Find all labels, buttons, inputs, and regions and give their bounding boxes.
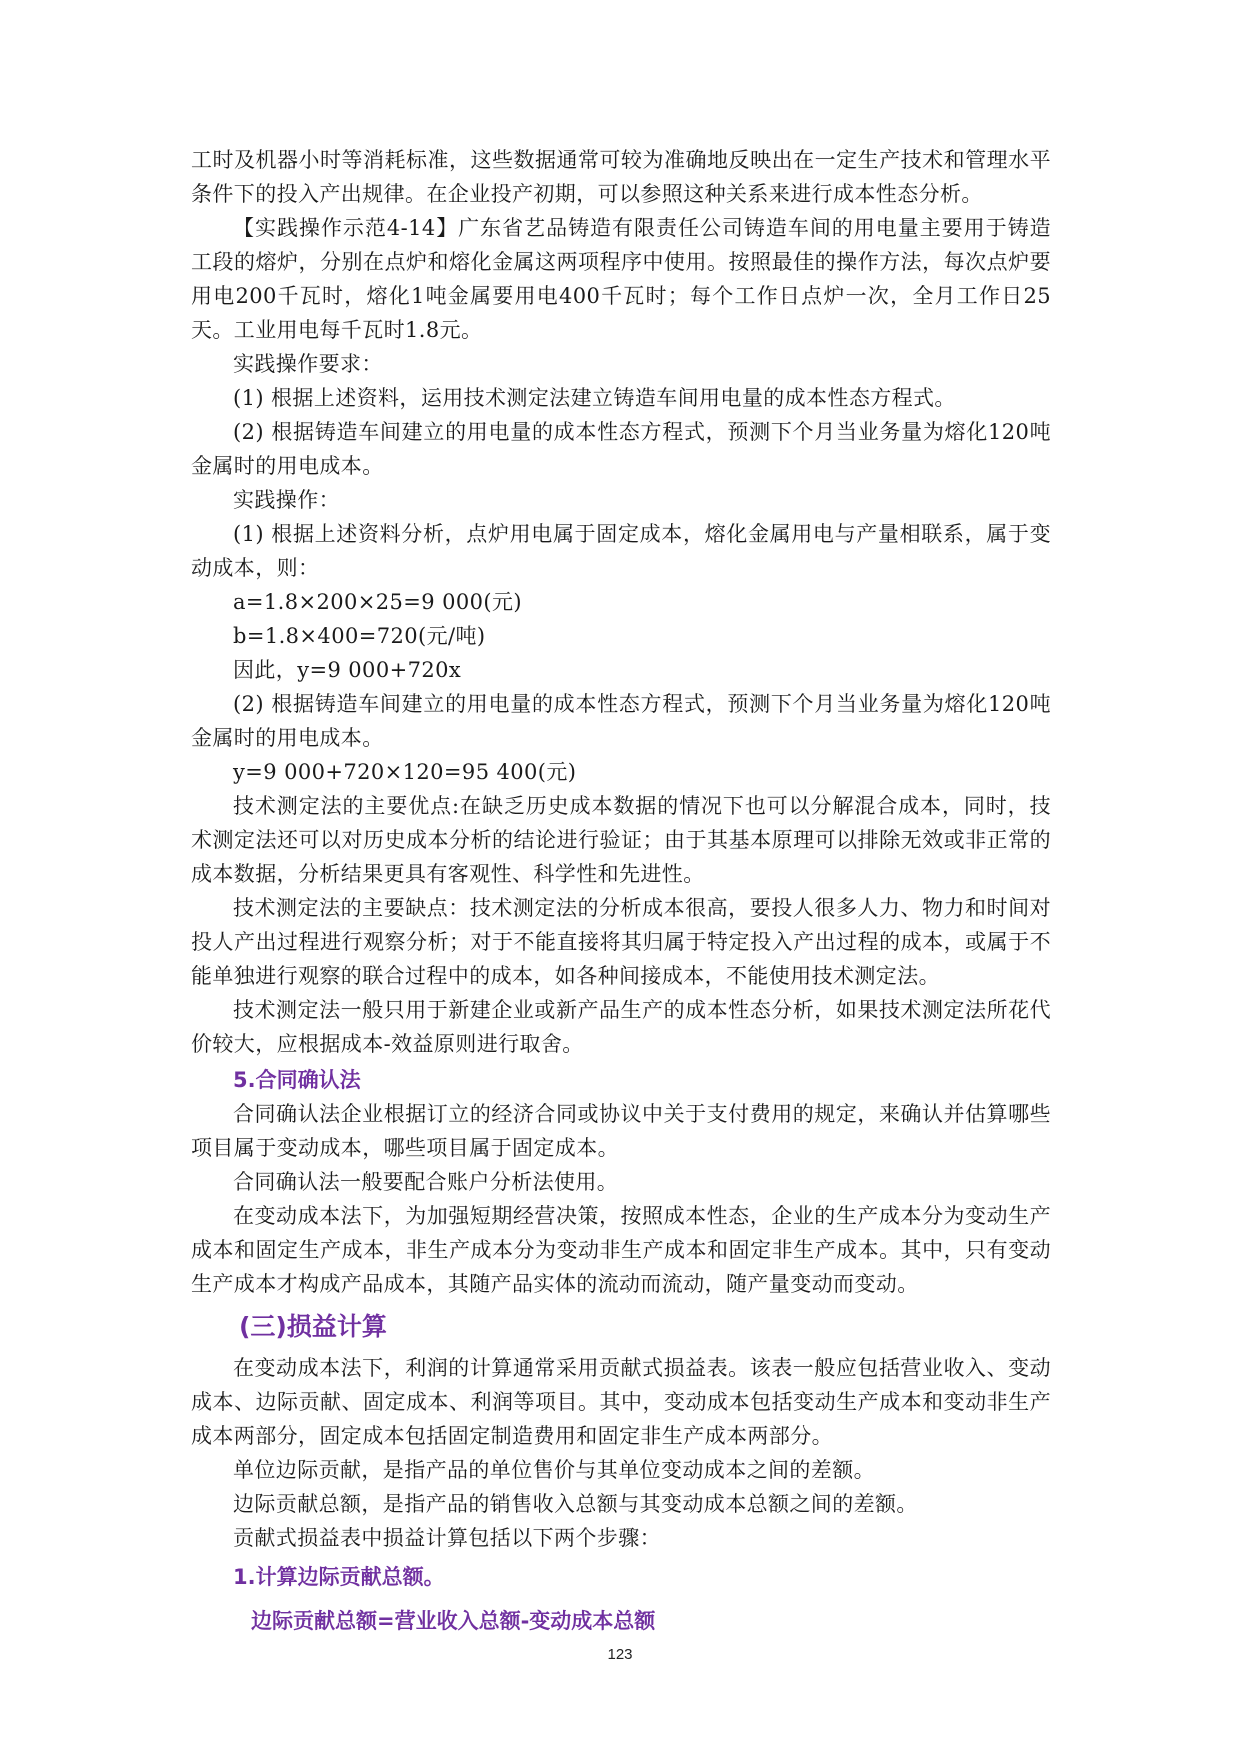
heading-contract-method: 5.合同确认法 — [233, 1068, 361, 1092]
variable-cost-paragraph: 在变动成本法下，为加强短期经营决策，按照成本性态，企业的生产成本分为变动生产成本和固定生产成本，非生产成本分为变动非生产成本和固定非生产成本。其中，只有变动生产成本才构成产品成本，其随产品实体的流动而流动，随产量变动而变动。 — [191, 1204, 1051, 1296]
total-margin-paragraph: 边际贡献总额，是指产品的销售收入总额与其变动成本总额之间的差额。 — [233, 1492, 918, 1516]
paragraph-continuation: 工时及机器小时等消耗标准，这些数据通常可较为准确地反映出在一定生产技术和管理水平条件下的投入产出规律。在企业投产初期，可以参照这种关系来进行成本性态分析。 — [191, 148, 1051, 206]
practice-example-paragraph: 【实践操作示范4-14】广东省艺品铸造有限责任公司铸造车间的用电量主要用于铸造工段的熔炉，分别在点炉和熔化金属这两项程序中使用。按照最佳的操作方法，每次点炉要用电200千瓦时，熔化1吨金属要用电400千瓦时；每个工作日点炉一次，全月工作日25天。工业用电每千瓦时1.8元。 — [191, 216, 1051, 342]
operation-2: (2) 根据铸造车间建立的用电量的成本性态方程式，预测下个月当业务量为熔化120吨金属时的用电成本。 — [191, 692, 1051, 750]
page-number: 123 — [607, 1646, 633, 1663]
requirement-1: (1) 根据上述资料，运用技术测定法建立铸造车间用电量的成本性态方程式。 — [233, 386, 956, 410]
profit-paragraph-1: 在变动成本法下，利润的计算通常采用贡献式损益表。该表一般应包括营业收入、变动成本、边际贡献、固定成本、利润等项目。其中，变动成本包括变动生产成本和变动非生产成本两部分，固定成本包括固定制造费用和固定非生产成本两部分。 — [191, 1356, 1051, 1448]
formula-b: b=1.8×400=720(元/吨) — [233, 624, 486, 648]
formula-a: a=1.8×200×25=9 000(元) — [233, 590, 523, 614]
heading-profit-calculation: (三)损益计算 — [239, 1312, 387, 1341]
contract-paragraph-1: 合同确认法企业根据订立的经济合同或协议中关于支付费用的规定，来确认并估算哪些项目属于变动成本，哪些项目属于固定成本。 — [191, 1102, 1051, 1160]
operation-label: 实践操作： — [233, 488, 340, 512]
formula-y: 因此，y=9 000+720x — [233, 658, 462, 682]
formula-result: y=9 000+720×120=95 400(元) — [233, 760, 577, 784]
unit-margin-paragraph: 单位边际贡献，是指产品的单位售价与其单位变动成本之间的差额。 — [233, 1458, 875, 1482]
operation-1: (1) 根据上述资料分析，点炉用电属于固定成本，熔化金属用电与产量相联系，属于变动成本，则： — [191, 522, 1051, 580]
requirement-2: (2) 根据铸造车间建立的用电量的成本性态方程式，预测下个月当业务量为熔化120吨金属时的用电成本。 — [191, 420, 1051, 478]
steps-paragraph: 贡献式损益表中损益计算包括以下两个步骤： — [233, 1526, 661, 1550]
requirements-label: 实践操作要求： — [233, 352, 383, 376]
equation-contribution-margin: 边际贡献总额=营业收入总额-变动成本总额 — [251, 1609, 656, 1633]
disadvantages-paragraph: 技术测定法的主要缺点：技术测定法的分析成本很高，要投人很多人力、物力和时间对投人产出过程进行观察分析；对于不能直接将其归属于特定投入产出过程的成本，或属于不能单独进行观察的联合过程中的成本，如各种间接成本，不能使用技术测定法。 — [191, 896, 1051, 988]
advantages-paragraph: 技术测定法的主要优点:在缺乏历史成本数据的情况下也可以分解混合成本，同时，技术测定法还可以对历史成本分析的结论进行验证；由于其基本原理可以排除无效或非正常的成本数据，分析结果更具有客观性、科学性和先进性。 — [191, 794, 1051, 886]
contract-paragraph-2: 合同确认法一般要配合账户分析法使用。 — [233, 1170, 619, 1194]
usage-paragraph: 技术测定法一般只用于新建企业或新产品生产的成本性态分析，如果技术测定法所花代价较大，应根据成本-效益原则进行取舍。 — [191, 998, 1051, 1056]
heading-step-1: 1.计算边际贡献总额。 — [233, 1565, 445, 1589]
page-body — [191, 143, 1051, 1641]
